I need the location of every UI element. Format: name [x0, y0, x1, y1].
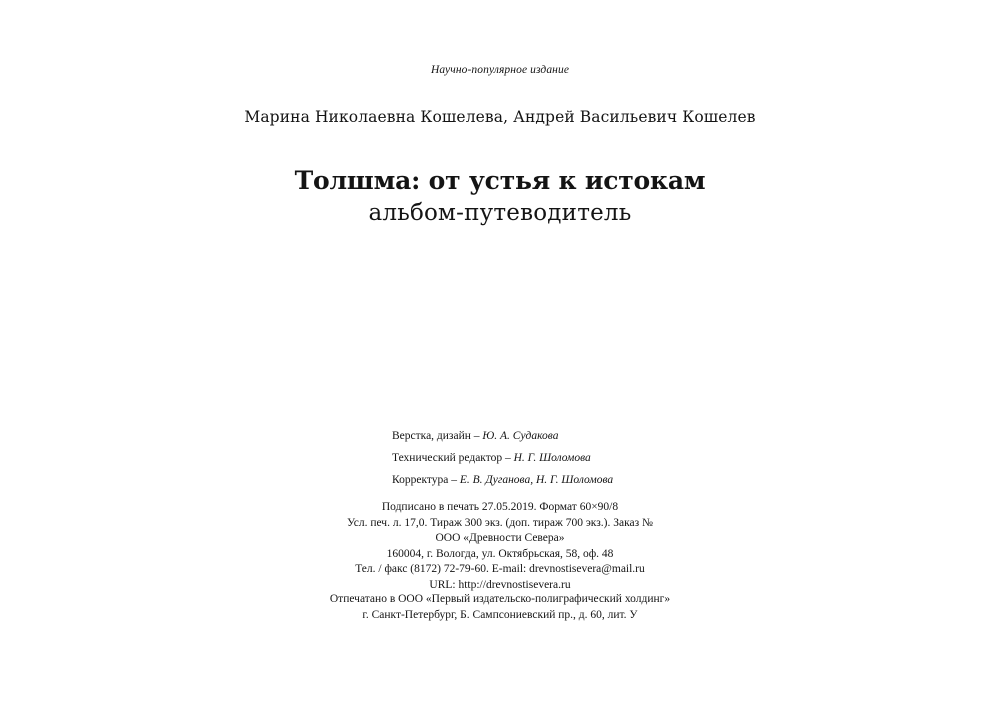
imprint-line: Подписано в печать 27.05.2019. Формат 60×90/8 [381, 501, 619, 513]
credit-role: Верстка, дизайн – [392, 430, 483, 442]
imprint-block [0, 500, 1000, 593]
printer-line: г. Санкт-Петербург, Б. Сампсониевский пр., д. 60, лит. У [362, 608, 638, 621]
edition-type: Научно-популярное издание [430, 64, 570, 76]
credit-name: Е. В. Дуганова, Н. Г. Шоломова [459, 474, 614, 486]
printer-line: Отпечатано в ООО «Первый издательско-полиграфический холдинг» [329, 593, 671, 605]
imprint-line: 160004, г. Вологда, ул. Октябрьская, 58, оф. 48 [386, 547, 614, 560]
imprint-line: Усл. печ. л. 17,0. Тираж 300 экз. (доп. тираж 700 экз.). Заказ № [346, 516, 654, 529]
credit-line-proofreading [392, 469, 613, 491]
credits-block [392, 425, 613, 491]
printer-block [0, 592, 1000, 623]
credit-line-tech-editor [392, 447, 613, 469]
credit-line-layout [392, 425, 613, 447]
imprint-line: ООО «Древности Севера» [435, 532, 565, 544]
book-subtitle: альбом-путеводитель [368, 200, 632, 226]
credit-name: Ю. А. Судакова [482, 430, 559, 442]
book-title: Толшма: от устья к истокам [294, 166, 706, 195]
credit-name: Н. Г. Шоломова [513, 452, 591, 464]
imprint-line: URL: http://drevnostisevera.ru [429, 578, 571, 591]
credit-role: Корректура – [392, 474, 460, 486]
authors: Марина Николаевна Кошелева, Андрей Васильевич Кошелев [244, 108, 756, 126]
credit-role: Технический редактор – [392, 452, 514, 464]
imprint-line: Тел. / факс (8172) 72-79-60. E-mail: drevnostisevera@mail.ru [355, 563, 645, 575]
